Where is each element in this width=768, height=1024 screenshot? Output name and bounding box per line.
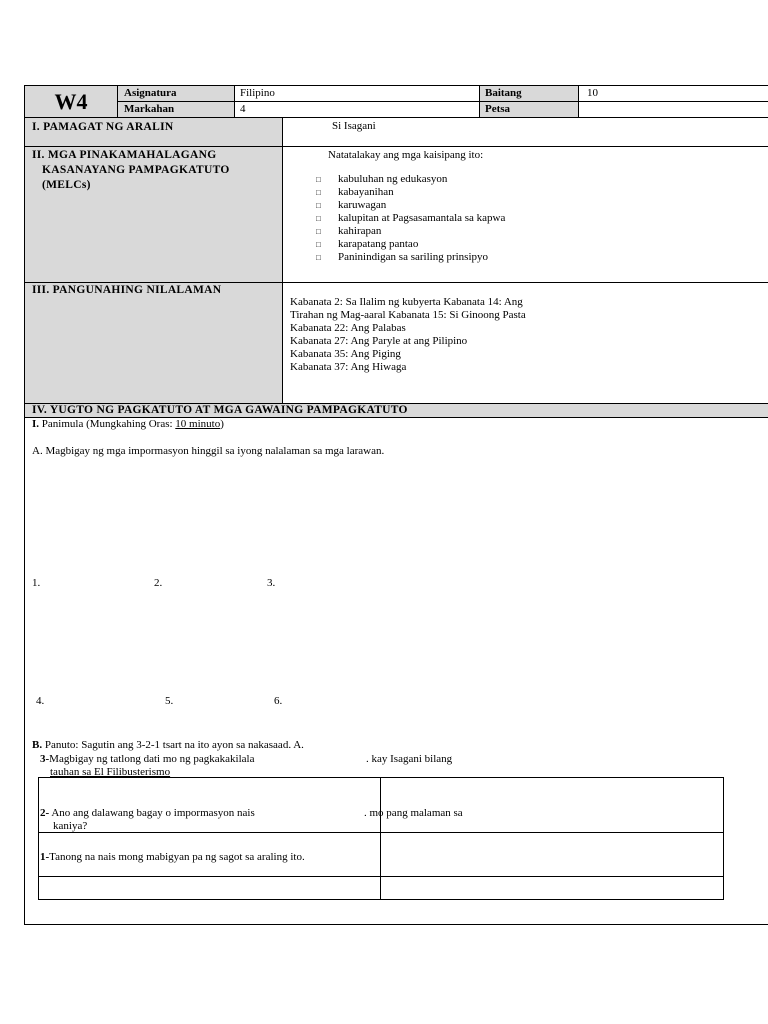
picture-number-3: 3.: [267, 577, 276, 589]
section1-title: I. PAMAGAT NG ARALIN: [32, 121, 174, 133]
bullet-icon: □: [316, 227, 321, 236]
section2-title-line1: II. MGA PINAKAMAHALAGANG: [32, 149, 217, 161]
w4-cell: [25, 86, 117, 117]
part1-heading: I. Panimula (Mungkahing Oras: 10 minuto): [32, 418, 224, 430]
content-list: [290, 296, 526, 374]
grade-value: 10: [587, 87, 598, 99]
section2-title: [32, 148, 230, 193]
list-item: □ kabuluhan ng edukasyon: [316, 173, 448, 185]
picture-number-4: 4.: [36, 695, 45, 707]
content-line: Kabanata 22: Ang Palabas: [290, 322, 406, 334]
quarter-value: 4: [240, 103, 246, 115]
section2-title-line3: (MELCs): [42, 179, 91, 191]
section4-title: IV. YUGTO NG PAGKATUTO AT MGA GAWAING PAMPAGKATUTO: [32, 404, 408, 416]
list-item: □ karuwagan: [316, 199, 387, 211]
lesson-title: Si Isagani: [332, 120, 376, 132]
picture-number-1: 1.: [32, 577, 41, 589]
list-item: □ Paninindigan sa sariling prinsipyo: [316, 251, 489, 263]
bullet-icon: □: [316, 214, 321, 223]
list-item: □ kahirapan: [316, 225, 382, 237]
question-2-cont: . mo pang malaman sa: [364, 807, 463, 819]
picture-number-5: 5.: [165, 695, 174, 707]
melc-intro: Natatalakay ang mga kaisipang ito:: [328, 149, 484, 161]
grade-label: Baitang: [485, 87, 522, 99]
question-3-cont: . kay Isagani bilang: [366, 753, 453, 765]
question-3-line2: tauhan sa El Filibusterismo: [50, 766, 171, 778]
content-line: Kabanata 27: Ang Paryle at ang Pilipino: [290, 335, 468, 347]
subject-label: Asignatura: [124, 87, 177, 99]
part-b-instruction: B. Panuto: Sagutin ang 3-2-1 tsart na ito ayon sa nakasaad. A.: [32, 739, 304, 751]
bullet-icon: □: [316, 175, 321, 184]
section3-title: III. PANGUNAHING NILALAMAN: [32, 284, 222, 296]
question-1: 1-Tanong na nais mong mabigyan pa ng sagot sa araling ito.: [40, 851, 305, 863]
subject-value: Filipino: [240, 87, 275, 99]
list-item: □ karapatang pantao: [316, 238, 419, 250]
melc-list: [316, 173, 505, 264]
content-line: Kabanata 37: Ang Hiwaga: [290, 361, 407, 373]
list-item: □ kalupitan at Pagsasamantala sa kapwa: [316, 212, 506, 224]
content-line: Kabanata 2: Sa Ilalim ng kubyerta Kabanata 14: Ang: [290, 296, 523, 308]
date-label: Petsa: [485, 103, 511, 115]
part-a-instruction: A. Magbigay ng mga impormasyon hinggil sa iyong nalalaman sa mga larawan.: [32, 445, 385, 457]
bullet-icon: □: [316, 201, 321, 210]
section3-title-cell: [25, 283, 282, 403]
content-line: Kabanata 35: Ang Piging: [290, 348, 401, 360]
content-line: Tirahan ng Mag-aaral Kabanata 15: Si Ginoong Pasta: [290, 309, 526, 321]
picture-number-6: 6.: [274, 695, 283, 707]
chart-321-table: [38, 777, 724, 900]
week-code: W4: [54, 88, 88, 114]
question-2: 2- Ano ang dalawang bagay o impormasyon nais: [40, 807, 255, 819]
bullet-icon: □: [316, 253, 321, 262]
bullet-icon: □: [316, 240, 321, 249]
quarter-label: Markahan: [124, 103, 175, 115]
bullet-icon: □: [316, 188, 321, 197]
question-2-line2: kaniya?: [53, 820, 88, 832]
list-item: □ kabayanihan: [316, 186, 394, 198]
question-3: 3-Magbigay ng tatlong dati mo ng pagkakakilala: [40, 753, 255, 765]
section2-title-line2: KASANAYANG PAMPAGKATUTO: [42, 164, 230, 176]
picture-number-2: 2.: [154, 577, 163, 589]
